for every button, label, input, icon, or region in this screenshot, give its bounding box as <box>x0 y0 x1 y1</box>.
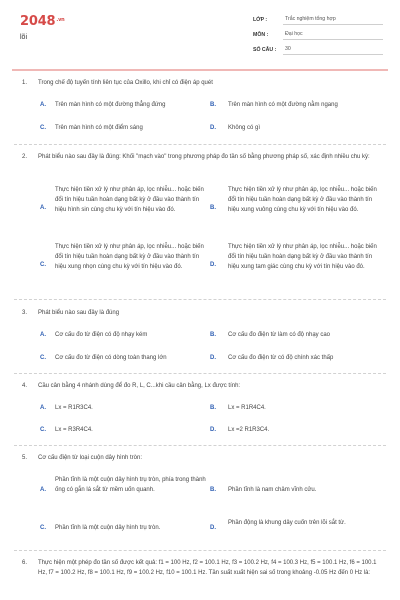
option-d-letter[interactable]: D. <box>210 427 216 433</box>
question-separator <box>14 550 386 551</box>
option-c-letter[interactable]: C. <box>40 125 46 131</box>
option-d-text[interactable]: Không có gì <box>228 125 261 131</box>
meta-row-count <box>253 40 383 55</box>
site-logo[interactable] <box>20 14 65 29</box>
option-c-text[interactable]: Phần tĩnh là một cuộn dây hình trụ tròn. <box>55 525 161 531</box>
option-d-text[interactable]: Lx =2 R1R3C4. <box>228 427 270 433</box>
page-header <box>0 0 400 70</box>
option-a-letter[interactable]: A. <box>40 487 46 493</box>
question-number: 3. <box>22 310 28 316</box>
option-d-letter[interactable]: D. <box>210 355 216 361</box>
header-divider <box>12 69 388 71</box>
meta-label: LỚP : <box>253 17 268 23</box>
option-a-text[interactable]: Lx = R1R3C4. <box>55 405 93 411</box>
question-number: 6. <box>22 560 28 566</box>
option-b-letter[interactable]: B. <box>210 332 216 338</box>
logo-main: 2048 <box>20 14 56 29</box>
option-a-text[interactable]: Cơ cấu đo từ điện có độ nhạy kém <box>55 332 148 338</box>
meta-row-class <box>253 10 383 25</box>
option-d-letter[interactable]: D. <box>210 262 216 268</box>
option-c-text[interactable]: Thực hiện tiền xử lý như phân áp, lọc nhiễu... hoặc biến đổi tín hiệu tuần hoàn dạng bất kỳ ở đầu vào thành tín hiệu xung nhọn cùng chu kỳ với tín hiệu vào đó. <box>55 244 204 270</box>
exam-meta <box>253 10 383 55</box>
option-b-letter[interactable]: B. <box>210 102 216 108</box>
option-c-text[interactable]: Cơ cấu đo từ điện có dòng toàn thang lớn <box>55 355 167 361</box>
option-a-letter[interactable]: A. <box>40 102 46 108</box>
option-c-text[interactable]: Trên màn hình có một điểm sáng <box>55 125 143 131</box>
option-b-letter[interactable]: B. <box>210 487 216 493</box>
question-text: Cầu cân bằng 4 nhánh dùng để đo R, L, C...khi cầu cân bằng, Lx được tính: <box>38 383 241 389</box>
logo-domain: .vn <box>56 17 65 23</box>
question-number: 4. <box>22 383 28 389</box>
meta-value: Đại học <box>283 31 383 40</box>
option-c-letter[interactable]: C. <box>40 525 46 531</box>
question-text: Trong chế độ tuyến tính liên tục của Oxillo, khi chỉ có điện áp quét <box>38 80 213 86</box>
question-separator <box>14 445 386 446</box>
option-b-text[interactable]: Trên màn hình có một đường nằm ngang <box>228 102 338 108</box>
question-number: 2. <box>22 154 28 160</box>
option-a-text[interactable]: Thực hiện tiền xử lý như phân áp, lọc nhiễu... hoặc biến đổi tín hiệu tuần hoàn dạng bất kỳ ở đầu vào thành tín hiệu hình sin cùng chu kỳ với tín hiệu vào đó. <box>55 187 204 213</box>
option-d-text[interactable]: Thực hiện tiền xử lý như phân áp, lọc nhiễu... hoặc biến đổi tín hiệu tuần hoàn dạng bất kỳ ở đầu vào thành tín hiệu xung tam giác cùng chu kỳ với tín hiệu vào đó. <box>228 244 377 270</box>
question-text: Phát biểu nào sau đây là đúng <box>38 310 120 316</box>
option-b-text[interactable]: Cơ cấu đo điện từ làm có độ nhạy cao <box>228 332 331 338</box>
option-a-letter[interactable]: A. <box>40 332 46 338</box>
subject-title: lõi <box>20 34 28 41</box>
question-separator <box>14 373 386 374</box>
option-d-text[interactable]: Phần động là khung dây cuốn trên lõi sắt từ. <box>228 520 346 526</box>
meta-value: 30 <box>283 46 383 55</box>
question-number: 5. <box>22 455 28 461</box>
option-a-text[interactable]: Phần tĩnh là một cuộn dây hình trụ tròn, phía trong thành ống có gắn lá sắt từ mềm uốn quanh. <box>55 477 206 493</box>
option-b-letter[interactable]: B. <box>210 405 216 411</box>
question-text: Phát biểu nào sau đây là đúng: Khối "mạch vào" trong phương pháp đo tần số bằng phương pháp số, xác định nhiều chu kỳ: <box>38 154 370 160</box>
option-b-text[interactable]: Phần tĩnh là nam châm vĩnh cửu. <box>228 487 317 493</box>
option-b-text[interactable]: Lx = R1R4C4. <box>228 405 266 411</box>
option-a-letter[interactable]: A. <box>40 405 46 411</box>
meta-row-subject <box>253 25 383 40</box>
question-separator <box>14 144 386 145</box>
option-c-letter[interactable]: C. <box>40 262 46 268</box>
meta-value: Trắc nghiệm tổng hợp <box>283 16 383 25</box>
option-d-letter[interactable]: D. <box>210 525 216 531</box>
option-c-text[interactable]: Lx = R3R4C4. <box>55 427 93 433</box>
option-c-letter[interactable]: C. <box>40 355 46 361</box>
option-b-text[interactable]: Thực hiện tiền xử lý như phân áp, lọc nhiễu... hoặc biến đổi tín hiệu tuần hoàn dạng bất kỳ ở đầu vào thành tín hiệu xung vuông cùng chu kỳ với tín hiệu vào đó. <box>228 187 377 213</box>
option-a-letter[interactable]: A. <box>40 205 46 211</box>
option-c-letter[interactable]: C. <box>40 427 46 433</box>
meta-label: SỐ CÂU : <box>253 47 277 53</box>
meta-label: MÔN : <box>253 32 269 38</box>
option-a-text[interactable]: Trên màn hình có một đường thẳng đứng <box>55 102 166 108</box>
option-d-text[interactable]: Cơ cấu đo điện từ có độ chính xác thấp <box>228 355 334 361</box>
option-b-letter[interactable]: B. <box>210 205 216 211</box>
question-text: Thực hiện một phép đo tần số được kết quả: f1 = 100 Hz, f2 = 100.1 Hz, f3 = 100.2 Hz, f4 = 100.3 Hz, f5 = 100.1 Hz, f6 = 100.1 Hz, f7 = 100.2 Hz, f8 = 100.1 Hz, f9 = 100.2 Hz, f10 = 100.1 Hz. Tần suất xuất hiện sai số trong khoảng -0.05 Hz đến 0 Hz là: <box>38 560 377 576</box>
option-d-letter[interactable]: D. <box>210 125 216 131</box>
question-separator <box>14 299 386 300</box>
question-number: 1. <box>22 80 28 86</box>
question-text: Cơ cấu điện từ loại cuộn dây hình tròn: <box>38 455 143 461</box>
